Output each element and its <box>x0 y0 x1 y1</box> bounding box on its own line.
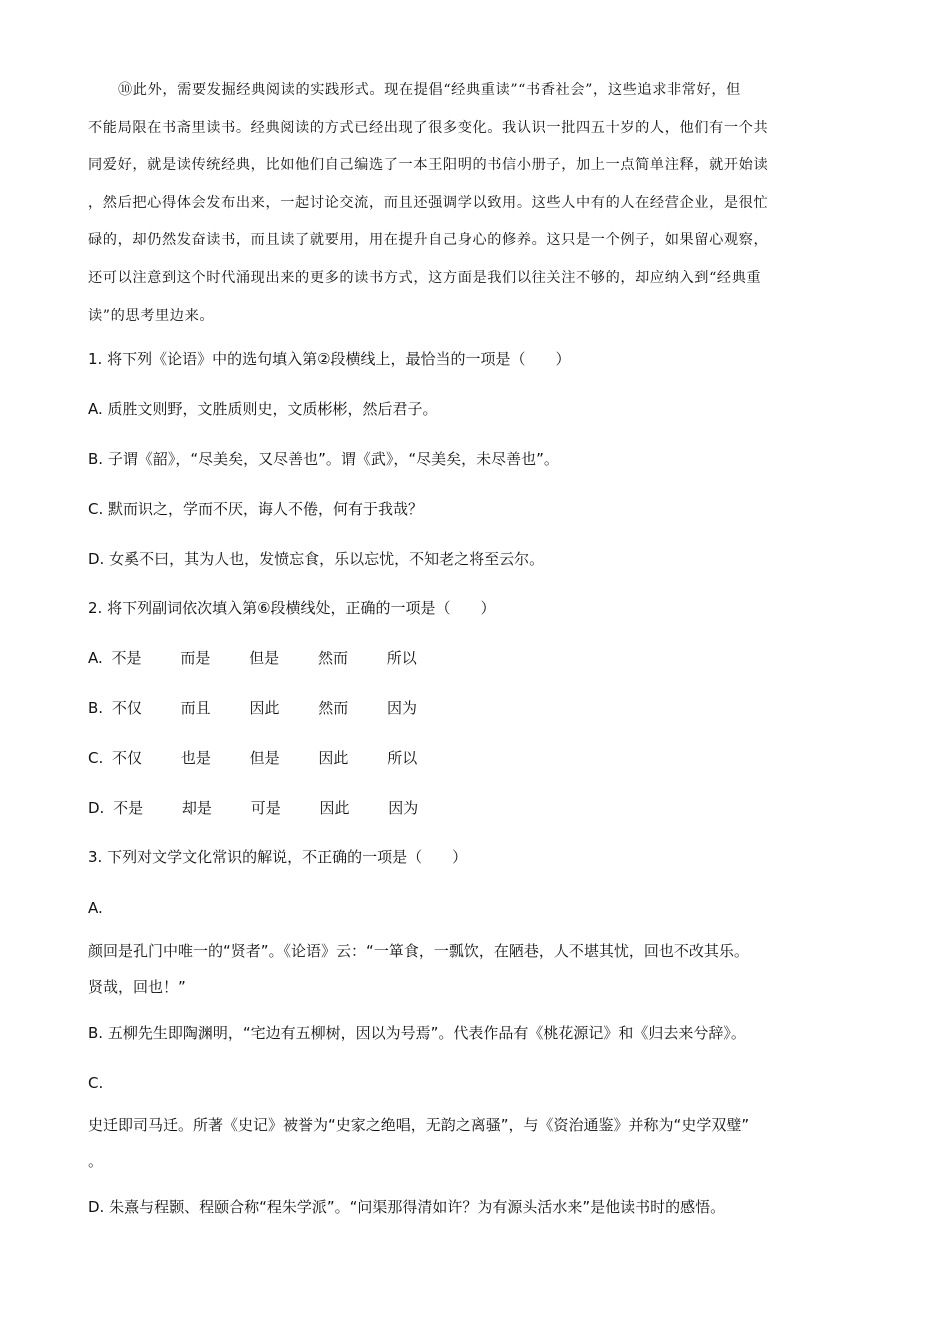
option-word: 也是 <box>180 749 211 767</box>
option-label: A. <box>88 649 103 667</box>
question-1-option-d: D. 女奚不曰，其为人也，发愤忘食，乐以忘忧，不知老之将至云尔。 <box>88 550 545 568</box>
question-2-option-c <box>88 747 417 769</box>
option-label: B. <box>88 699 104 717</box>
option-word: 因为 <box>387 699 418 717</box>
question-1-option-b: B. 子谓《韶》，“尽美矣，又尽善也”。谓《武》，“尽美矣，未尽善也”。 <box>88 450 559 468</box>
option-word: 可是 <box>250 799 281 817</box>
question-3-option-c-text: 。 <box>88 1152 104 1170</box>
passage-line: 同爱好，就是读传统经典，比如他们自己编选了一本王阳明的书信小册子，加上一点简单注释，就开始读 <box>88 157 769 174</box>
passage-line: 读”的思考里边来。 <box>88 307 215 324</box>
question-3-stem: 3. 下列对文学文化常识的解说，不正确的一项是（ ） <box>88 848 468 866</box>
passage-line: 碌的，却仍然发奋读书，而且读了就要用，用在提升自己身心的修养。这只是一个例子，如果留心观察， <box>88 232 769 249</box>
option-word: 然而 <box>317 649 348 667</box>
option-word: 所以 <box>387 749 418 767</box>
option-word: 不是 <box>111 649 142 667</box>
option-label: C. <box>88 749 104 767</box>
question-2-stem: 2. 将下列副词依次填入第⑥段横线处，正确的一项是（ ） <box>88 599 496 617</box>
option-word: 不是 <box>113 799 144 817</box>
option-word: 因此 <box>249 699 280 717</box>
passage-line: ，然后把心得体会发布出来，一起讨论交流，而且还强调学以致用。这些人中有的人在经营企业，是很忙 <box>88 194 769 211</box>
option-word: 不仅 <box>111 699 142 717</box>
question-2-option-b <box>88 697 417 719</box>
question-3-option-a-label: A. <box>88 899 103 917</box>
option-word: 因此 <box>318 749 349 767</box>
option-word: 然而 <box>318 699 349 717</box>
option-word: 但是 <box>249 649 280 667</box>
option-word: 而是 <box>180 649 211 667</box>
option-word: 因为 <box>388 799 419 817</box>
passage-line: ⑩此外，需要发掘经典阅读的实践形式。现在提倡“经典重读”“书香社会”，这些追求非常好，但 <box>118 82 741 98</box>
question-3-option-b: B. 五柳先生即陶渊明，“宅边有五柳树，因以为号焉”。代表作品有《桃花源记》和《归去来兮辞》。 <box>88 1024 746 1042</box>
question-3-option-d: D. 朱熹与程颢、程颐合称“程朱学派”。“问渠那得清如许？为有源头活水来”是他读书时的感悟。 <box>88 1198 726 1216</box>
question-2-option-a <box>88 647 417 669</box>
question-1-stem: 1. 将下列《论语》中的选句填入第②段横线上，最恰当的一项是（ ） <box>88 350 571 368</box>
passage-line: 还可以注意到这个时代涌现出来的更多的读书方式，这方面是我们以往关注不够的，却应纳入到“经典重 <box>88 269 762 286</box>
option-label: D. <box>88 799 105 817</box>
question-3-option-a-text: 颜回是孔门中唯一的“贤者”。《论语》云：“一箪食，一瓢饮，在陋巷，人不堪其忧，回也不改其乐。 <box>88 942 749 960</box>
question-2-option-d <box>88 797 418 819</box>
question-3-option-c-label: C. <box>88 1074 104 1092</box>
option-word: 但是 <box>249 749 280 767</box>
passage-paragraph-10 <box>88 72 863 335</box>
option-word: 却是 <box>181 799 212 817</box>
question-1-option-c: C. 默而识之，学而不厌，诲人不倦，何有于我哉？ <box>88 500 424 518</box>
question-1-option-a: A. 质胜文则野，文胜质则史，文质彬彬，然后君子。 <box>88 400 438 418</box>
option-word: 因此 <box>319 799 350 817</box>
option-word: 不仅 <box>112 749 143 767</box>
passage-line: 不能局限在书斋里读书。经典阅读的方式已经出现了很多变化。我认识一批四五十岁的人，他们有一个共 <box>88 119 769 136</box>
question-3-option-a-text: 贤哉，回也！” <box>88 978 186 996</box>
question-3-option-c-text: 史迁即司马迁。所著《史记》被誉为“史家之绝唱，无韵之离骚”，与《资治通鉴》并称为“史学双璧” <box>88 1116 750 1134</box>
option-word: 而且 <box>180 699 211 717</box>
option-word: 所以 <box>386 649 417 667</box>
